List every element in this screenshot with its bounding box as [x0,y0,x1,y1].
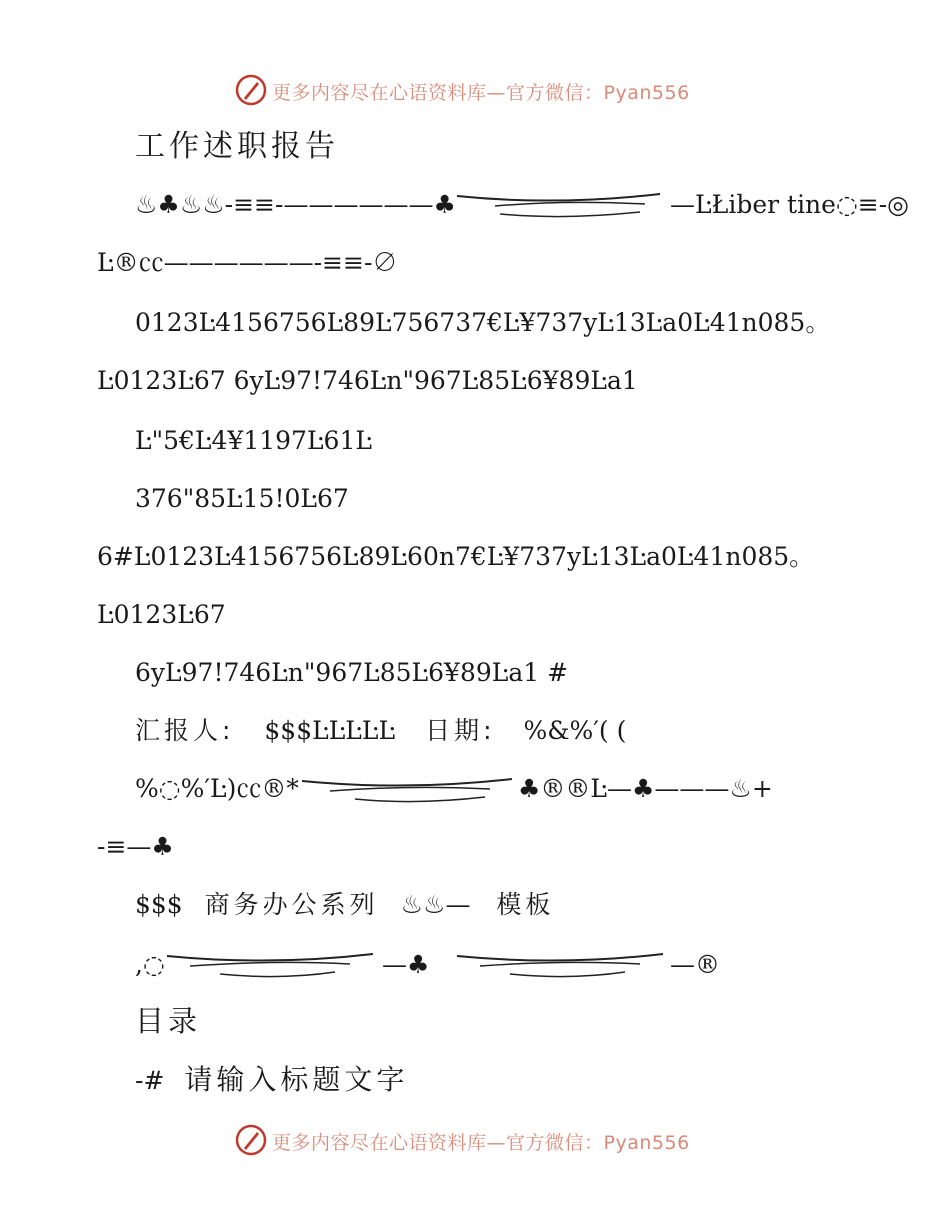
ornament-line-3a: %◌%′Ŀ)㏄®* [135,774,299,803]
ornament-text: ♨♣♨♨-≡≡-——————♣ [135,190,456,219]
ornament-line-3b: ♣®®Ŀ—♣———♨+ [518,774,773,803]
garbled-line-6: Ŀ0123Ŀ67 [97,600,226,629]
garbled-line-2: Ŀ0123Ŀ67 6yĿ97!746Ŀn"967Ŀ85Ŀ6¥89Ŀa1 [97,366,638,395]
series-ornament: ♨♨— [400,890,471,919]
toc-item-row [135,1063,408,1098]
wave-ornament-4 [455,950,667,982]
garbled-line-3: Ŀ"5€Ŀ4¥1197Ŀ61Ŀ [135,426,372,455]
toc-item: 请输入标题文字 [184,1063,409,1096]
ornament-line-4: -≡—♣ [97,832,174,861]
date-value: %&%′( ( [523,716,627,745]
watermark-text: 更多内容尽在心语资料库—官方微信：Pyan556 [272,1132,690,1154]
ornament-text-2: —ĿŁiber tine◌≡-◎ [670,190,909,219]
series-prefix: $$$ [135,890,183,919]
ornament-line-2: Ŀ®㏄——————-≡≡-∅ [97,248,398,277]
garbled-line-5: 6#Ŀ0123Ŀ4156756Ŀ89Ŀ60n7€Ŀ¥737yĿ13Ŀa0Ŀ41n085。 [97,542,815,571]
garbled-line-4: 376"85Ŀ15!0Ŀ67 [135,484,349,513]
quill-logo-icon [235,1124,267,1156]
date-label: 日期: [425,716,496,745]
reporter-value: $$$ĿĿĿĿĿ [264,716,396,745]
reporter-label: 汇报人: [135,716,235,745]
ornament-line-5c: —® [670,950,720,979]
garbled-line-1: 0123Ŀ4156756Ŀ89Ŀ756737€Ŀ¥737yĿ13Ŀa0Ŀ41n085。 [135,308,831,337]
watermark-header [0,72,950,112]
reporter-row [135,714,626,748]
ornament-line-1 [135,188,456,222]
garbled-line-7: 6yĿ97!746Ŀn"967Ŀ85Ŀ6¥89Ŀa1 # [135,658,569,687]
series-text: 商务办公系列 [204,890,379,919]
series-row [135,888,554,922]
wave-ornament-3 [165,950,377,982]
watermark-footer [0,1122,950,1162]
ornament-line-5a: ,◌ [135,950,165,979]
wave-ornament [455,190,665,222]
toc-title: 目录 [135,1004,202,1038]
quill-logo-icon [235,74,267,106]
toc-prefix: -# [135,1066,165,1095]
wave-ornament-2 [300,775,515,807]
template-text: 模板 [496,890,555,919]
doc-title: 工作述职报告 [135,129,339,164]
watermark-text: 更多内容尽在心语资料库—官方微信：Pyan556 [272,82,690,104]
ornament-line-5b: —♣ [382,950,430,979]
